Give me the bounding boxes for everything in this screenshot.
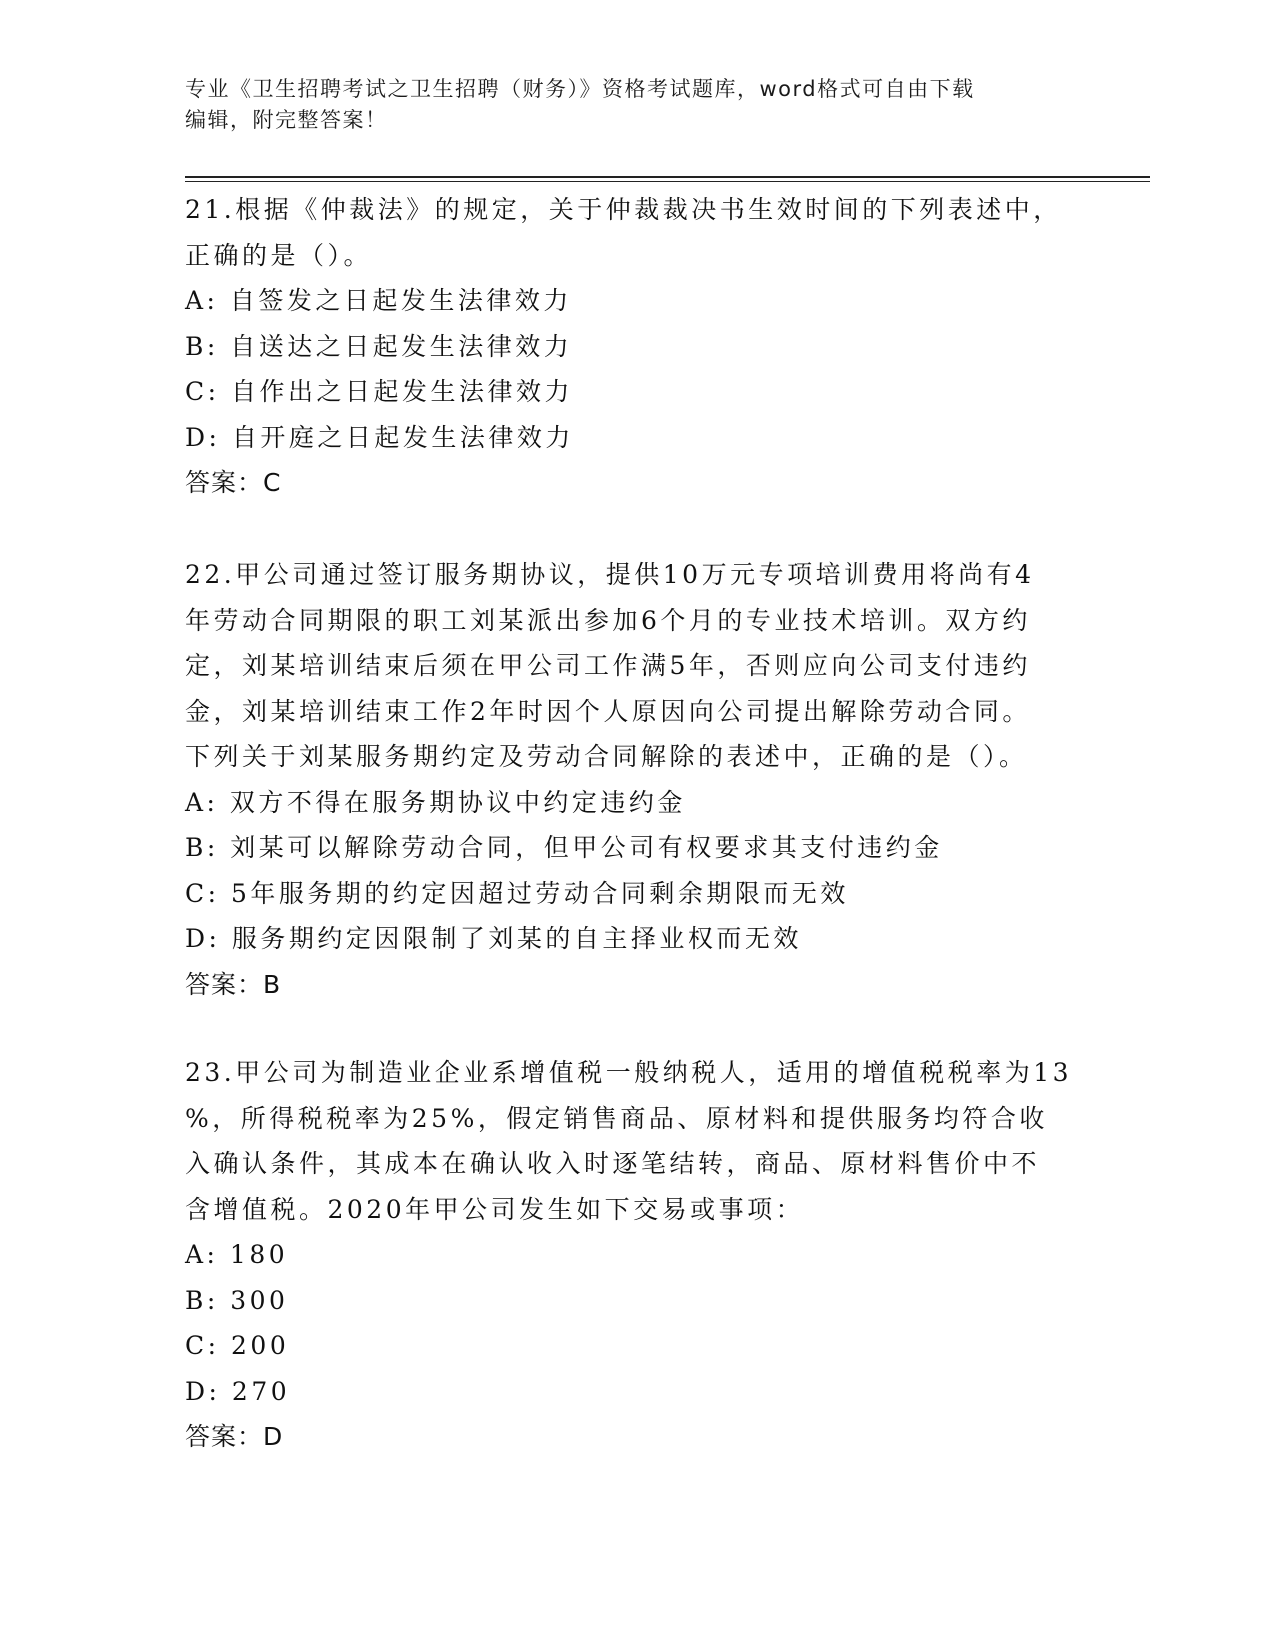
question-text-line: 正确的是（）。 <box>185 240 373 270</box>
option-a <box>185 1232 1085 1278</box>
option-text: 服务期约定因限制了刘某的自主择业权而无效 <box>220 924 802 953</box>
option-text: 自作出之日起发生法律效力 <box>219 377 574 406</box>
option-letter: C: <box>185 377 220 406</box>
option-text: 300 <box>218 1285 289 1315</box>
option-b <box>185 825 1085 871</box>
question-text-line: 金，刘某培训结束工作2年时因个人原因向公司提出解除劳动合同。 <box>185 696 1031 726</box>
option-letter: D: <box>185 924 221 953</box>
header-line-2: 编辑，附完整答案！ <box>185 108 388 132</box>
answer-line: 答案：C <box>185 468 282 497</box>
option-a <box>185 278 1085 324</box>
option-c <box>185 369 1085 415</box>
option-b <box>185 324 1085 370</box>
option-letter: D: <box>185 1376 221 1406</box>
answer-line: 答案：B <box>185 969 282 999</box>
option-letter: A: <box>185 286 219 315</box>
question-text-line: 定，刘某培训结束后须在甲公司工作满5年，否则应向公司支付违约 <box>185 651 1031 680</box>
option-letter: C: <box>185 1331 220 1360</box>
question-22 <box>185 552 1085 1007</box>
question-21 <box>185 187 1085 506</box>
option-letter: C: <box>185 878 220 908</box>
option-letter: A: <box>185 787 219 817</box>
option-text: 刘某可以解除劳动合同，但甲公司有权要求其支付违约金 <box>218 833 943 862</box>
option-b <box>185 1278 1085 1324</box>
option-letter: B: <box>185 1285 219 1315</box>
header-line-1: 专业《卫生招聘考试之卫生招聘（财务）》资格考试题库，word格式可自由下载 <box>185 77 975 101</box>
question-text-line: 21.根据《仲裁法》的规定，关于仲裁裁决书生效时间的下列表述中， <box>185 195 1062 224</box>
option-text: 双方不得在服务期协议中约定违约金 <box>218 787 686 817</box>
option-text: 270 <box>220 1376 291 1406</box>
question-text-line: %，所得税税率为25%，假定销售商品、原材料和提供服务均符合收 <box>185 1103 1048 1133</box>
question-23 <box>185 1050 1085 1460</box>
answer-line: 答案：D <box>185 1422 284 1451</box>
header-divider-thin <box>185 181 1150 182</box>
option-letter: A: <box>185 1240 219 1269</box>
option-a <box>185 780 1085 826</box>
option-text: 180 <box>218 1240 289 1269</box>
option-d <box>185 916 1085 962</box>
option-text: 自开庭之日起发生法律效力 <box>220 422 574 452</box>
option-text: 5年服务期的约定因超过劳动合同剩余期限而无效 <box>219 878 849 908</box>
question-text-line: 23.甲公司为制造业企业系增值税一般纳税人，适用的增值税税率为13 <box>185 1058 1073 1087</box>
question-text-line: 下列关于刘某服务期约定及劳动合同解除的表述中，正确的是（）。 <box>185 742 1028 771</box>
question-text-line: 入确认条件，其成本在确认收入时逐笔结转，商品、原材料售价中不 <box>185 1149 1041 1178</box>
header-divider-thick <box>185 176 1150 178</box>
document-header <box>185 74 1065 136</box>
question-text-line: 22.甲公司通过签订服务期协议，提供10万元专项培训费用将尚有4 <box>185 560 1035 589</box>
option-c <box>185 871 1085 917</box>
option-letter: B: <box>185 833 219 862</box>
question-text-line: 年劳动合同期限的职工刘某派出参加6个月的专业技术培训。双方约 <box>185 605 1031 635</box>
option-d <box>185 1369 1085 1415</box>
question-text-line: 含增值税。2020年甲公司发生如下交易或事项： <box>185 1194 805 1224</box>
option-d <box>185 415 1085 461</box>
option-text: 200 <box>219 1331 290 1360</box>
option-letter: D: <box>185 422 221 452</box>
option-letter: B: <box>185 331 219 361</box>
option-text: 自送达之日起发生法律效力 <box>218 331 573 361</box>
option-c <box>185 1323 1085 1369</box>
option-text: 自签发之日起发生法律效力 <box>218 286 572 315</box>
